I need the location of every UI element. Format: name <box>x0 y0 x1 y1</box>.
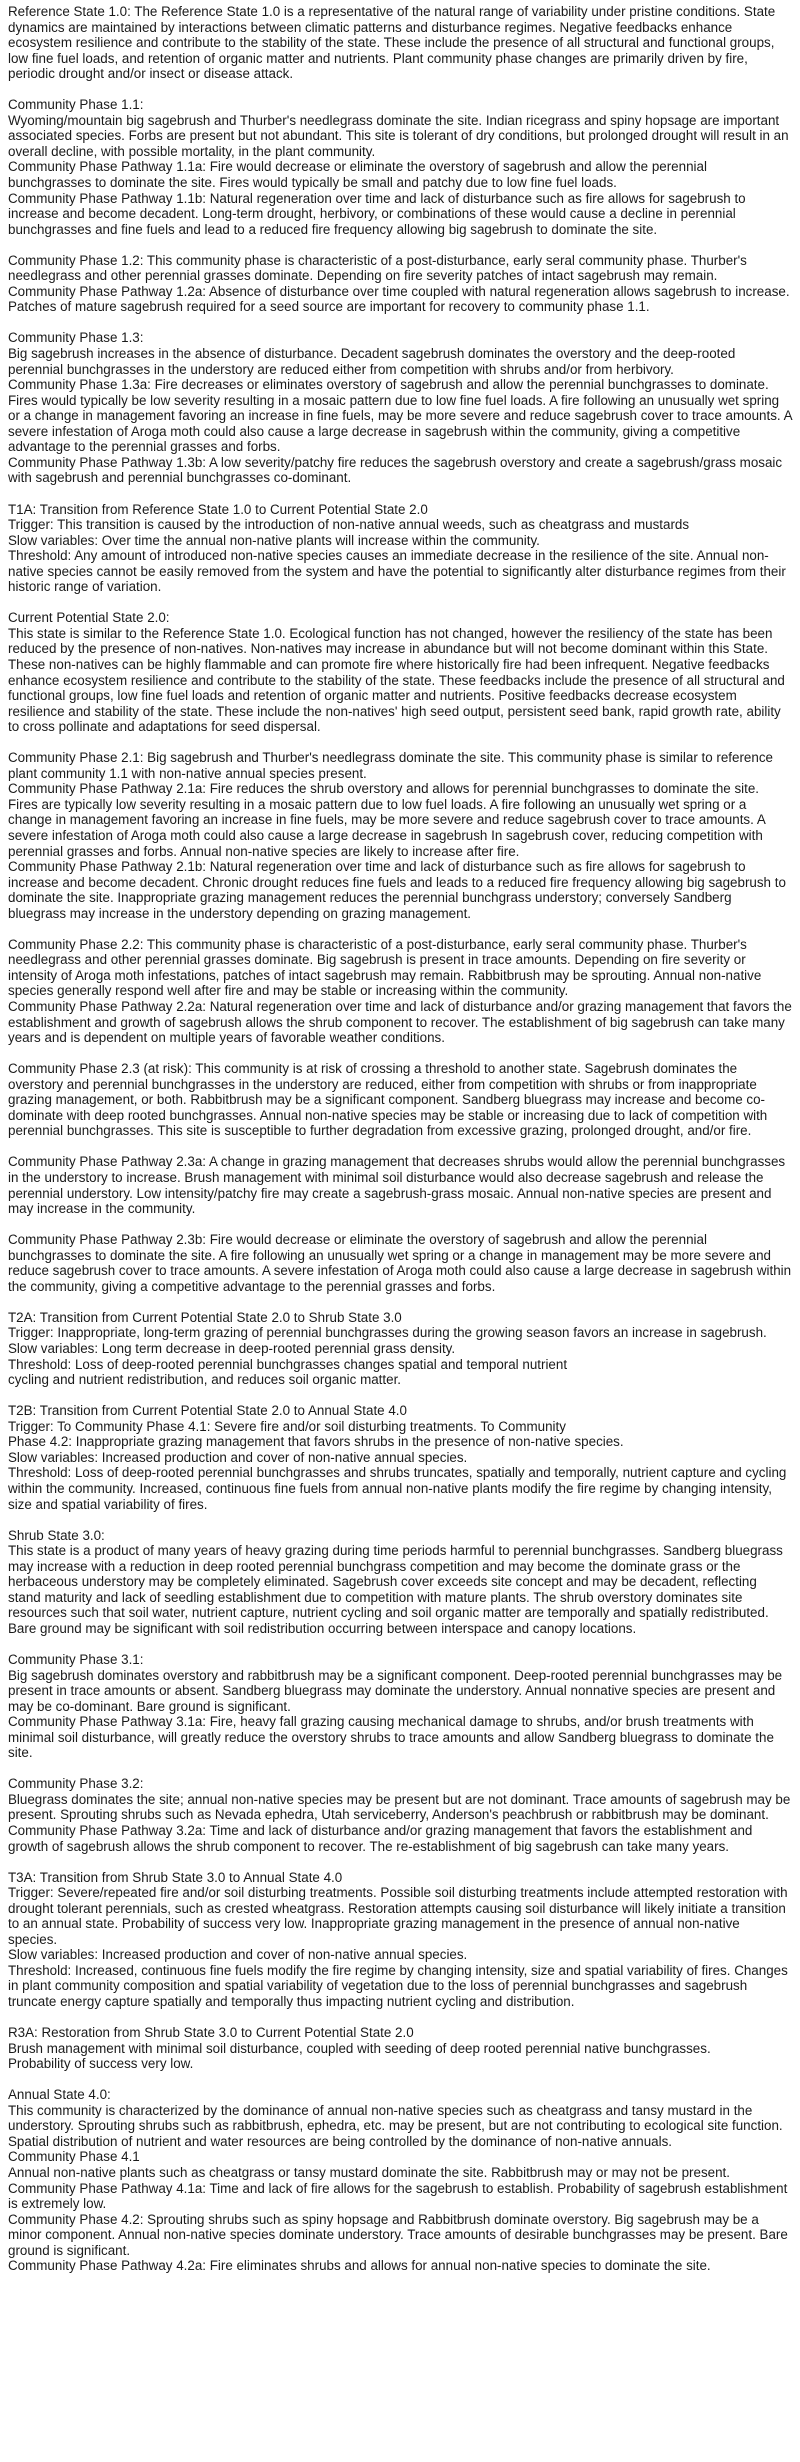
community-phase-2-2: Community Phase 2.2: This community phase is characteristic of a post-disturbance, early seral community phase. Thurber's needlegrass and other perennial grasses dominate. Big sagebrush is present in trace amounts. Depending on fire severity or intensity of Aroga moth infestations, patches of intact sagebrush may remain. Rabbitbrush may be sprouting. Annual non-native species generally respond well after fire and may be stable or increasing within the community. Community Phase Pathway 2.2a: Natural regeneration over time and lack of disturbance and/or grazing management that favors the establishment and growth of sagebrush allows the shrub component to recover. The establishment of big sagebrush can take many years and is dependent on multiple years of favorable weather conditions. <box>8 936 792 1046</box>
reference-state-1-0: Reference State 1.0: The Reference State 1.0 is a representative of the natural range of variability under pristine conditions. State dynamics are maintained by interactions between climatic patterns and disturbance regimes. Negative feedbacks enhance ecosystem resilience and contribute to the stability of the state. These include the presence of all structural and functional groups, low fine fuel loads, and retention of organic matter and nutrients. Plant community phase changes are primarily driven by fire, periodic drought and/or insect or disease attack. <box>8 4 776 82</box>
transition-t1a: T1A: Transition from Reference State 1.0 to Current Potential State 2.0 Trigger: This transition is caused by the introduction of non-native annual weeds, such as cheatgrass and mustards Slow variables: Over time the annual non-native plants will increase within the community. Threshold: Any amount of introduced non-native species causes an immediate decrease in the resilience of the site. Annual non-native species cannot be easily removed from the system and have the potential to significantly alter disturbance regimes from their historic range of variation. <box>8 501 786 595</box>
community-phase-pathway-2-3b: Community Phase Pathway 2.3b: Fire would decrease or eliminate the overstory of sagebrush and allow the perennial bunchgrasses to dominate the site. A fire following an unusually wet spring or a change in management may be more severe and reduce sagebrush cover to trace amounts. A severe infestation of Aroga moth could also cause a large decrease in sagebrush within the community, giving a competitive advantage to the perennial grasses and forbs. <box>8 1232 792 1294</box>
community-phase-2-1: Community Phase 2.1: Big sagebrush and Thurber's needlegrass dominate the site. This community phase is similar to reference plant community 1.1 with non-native annual species present. Community Phase Pathway 2.1a: Fire reduces the shrub overstory and allows for perennial bunchgrasses to dominate the site. Fires are typically low severity resulting in a mosaic pattern due to low fuel loads. A fire following an unusually wet spring or a change in management favoring an increase in fine fuels, may be more severe and reduce sagebrush cover to trace amounts. A severe infestation of Aroga moth could also cause a large decrease in sagebrush In sagebrush cover, reducing competition with perennial grasses and forbs. Annual non-native species are likely to increase after fire. Community Phase Pathway 2.1b: Natural regeneration over time and lack of disturbance such as fire allows for sagebrush to increase and become decadent. Chronic drought reduces fine fuels and leads to a reduced fire frequency allowing big sagebrush to dominate the site. Inappropriate grazing management reduces the perennial bunchgrass understory; conversely Sandberg bluegrass may increase in the understory depending on grazing management. <box>8 750 786 921</box>
annual-state-4-0: Annual State 4.0: This community is characterized by the dominance of annual non-native species such as cheatgrass and tansy mustard in the understory. Sprouting shrubs such as rabbitbrush, ephedra, etc. may be present, but are not contributing to ecological site function. Spatial distribution of nutrient and water resources are being controlled by the dominance of non-native annuals. Community Phase 4.1 Annual non-native plants such as cheatgrass or tansy mustard dominate the site. Rabbitbrush may or may not be present. Community Phase Pathway 4.1a: Time and lack of fire allows for the sagebrush to establish. Probability of sagebrush establishment is extremely low. Community Phase 4.2: Sprouting shrubs such as spiny hopsage and Rabbitbrush dominate overstory. Big sagebrush may be a minor component. Annual non-native species dominate understory. Trace amounts of desirable bunchgrasses may be present. Bare ground is significant. Community Phase Pathway 4.2a: Fire eliminates shrubs and allows for annual non-native species to dominate the site. <box>8 2087 788 2274</box>
current-potential-state-2-0: Current Potential State 2.0: This state is similar to the Reference State 1.0. Ecological function has not changed, however the resiliency of the state has been reduced by the presence of non-natives. Non-natives may increase in abundance but will not become dominant within this State. These non-natives can be highly flammable and can promote fire where historically fire had been infrequent. Negative feedbacks enhance ecosystem resilience and contribute to the stability of the state. These feedbacks include the presence of all structural and functional groups, low fine fuel loads and retention of organic matter and nutrients. Positive feedbacks decrease ecosystem resilience and stability of the state. These include the non-natives' high seed output, persistent seed bank, rapid growth rate, ability to cross pollinate and adaptations for seed dispersal. <box>8 610 785 735</box>
transition-t3a: T3A: Transition from Shrub State 3.0 to Annual State 4.0 Trigger: Severe/repeated fire and/or soil disturbing treatments. Possible soil disturbing treatments include attempted restoration with drought tolerant perennials, such as crested wheatgrass. Restoration attempts causing soil disturbance will likely initiate a transition to an annual state. Probability of success very low. Inappropriate grazing management in the presence of annual non-native species. Slow variables: Increased production and cover of non-native annual species. Threshold: Increased, continuous fine fuels modify the fire regime by changing intensity, size and spatial variability of fires. Changes in plant community composition and spatial variability of vegetation due to the loss of perennial bunchgrasses and sagebrush truncate energy capture spatially and temporally thus impacting nutrient cycling and distribution. <box>8 1869 788 2009</box>
community-phase-pathway-2-3a: Community Phase Pathway 2.3a: A change in grazing management that decreases shrubs would allow the perennial bunchgrasses in the understory to increase. Brush management with minimal soil disturbance would also decrease sagebrush and release the perennial understory. Low intensity/patchy fire may create a sagebrush-grass mosaic. Annual non-native species are present and may increase in the community. <box>8 1154 786 1217</box>
community-phase-1-3: Community Phase 1.3: Big sagebrush increases in the absence of disturbance. Decadent sagebrush dominates the overstory and the deep-rooted perennial bunchgrasses in the understory are reduced either from competition with shrubs and/or from herbivory. Community Phase 1.3a: Fire decreases or eliminates overstory of sagebrush and allow the perennial bunchgrasses to dominate. Fires would typically be low severity resulting in a mosaic pattern due to low fine fuel loads. A fire following an unusually wet spring or a change in management favoring an increase in fine fuels, may be more severe and reduce sagebrush cover to trace amounts. A severe infestation of Aroga moth could also cause a large decrease in sagebrush within the community, giving a competitive advantage to the perennial grasses and forbs. Community Phase Pathway 1.3b: A low severity/patchy fire reduces the sagebrush overstory and create a sagebrush/grass mosaic with sagebrush and perennial bunchgrasses co-dominant. <box>8 330 792 486</box>
shrub-state-3-0: Shrub State 3.0: This state is a product of many years of heavy grazing during time periods harmful to perennial bunchgrasses. Sandberg bluegrass may increase with a reduction in deep rooted perennial bunchgrass competition and may become the dominate grass or the herbaceous understory may be completely eliminated. Sagebrush cover exceeds site concept and may be decadent, reflecting stand maturity and lack of seedling establishment due to competition with mature plants. The shrub overstory dominates site resources such that soil water, nutrient capture, nutrient cycling and soil organic matter are temporally and spatially redistributed. Bare ground may be significant with soil redistribution occurring between interspace and canopy locations. <box>8 1527 783 1636</box>
restoration-r3a: R3A: Restoration from Shrub State 3.0 to Current Potential State 2.0 Brush management with minimal soil disturbance, coupled with seeding of deep rooted perennial native bunchgrasses. Probability of success very low. <box>8 2025 711 2072</box>
community-phase-3-1: Community Phase 3.1: Big sagebrush dominates overstory and rabbitbrush may be a significant component. Deep-rooted perennial bunchgrasses may be present in trace amounts or absent. Sandberg bluegrass may dominate the understory. Annual nonnative species are present and may be co-dominant. Bare ground is significant. Community Phase Pathway 3.1a: Fire, heavy fall grazing causing mechanical damage to shrubs, and/or brush treatments with minimal soil disturbance, will greatly reduce the overstory shrubs to trace amounts and allow Sandberg bluegrass to dominate the site. <box>8 1651 783 1761</box>
transition-t2b: T2B: Transition from Current Potential State 2.0 to Annual State 4.0 Trigger: To Community Phase 4.1: Severe fire and/or soil disturbing treatments. To Community Phase 4.2: Inappropriate grazing management that favors shrubs in the presence of non-native species. Slow variables: Increased production and cover of non-native annual species. Threshold: Loss of deep-rooted perennial bunchgrasses and shrubs truncates, spatially and temporally, nutrient capture and cycling within the community. Increased, continuous fine fuels from annual non-native plants modify the fire regime by changing intensity, size and spatial variability of fires. <box>8 1403 787 1512</box>
community-phase-3-2: Community Phase 3.2: Bluegrass dominates the site; annual non-native species may be present but are not dominant. Trace amounts of sagebrush may be present. Sprouting shrubs such as Nevada ephedra, Utah serviceberry, Anderson's peachbrush or rabbitbrush may be dominant. Community Phase Pathway 3.2a: Time and lack of disturbance and/or grazing management that favors the establishment and growth of sagebrush allows the shrub component to recover. The re-establishment of big sagebrush can take many years. <box>8 1776 791 1854</box>
community-phase-2-3: Community Phase 2.3 (at risk): This community is at risk of crossing a threshold to another state. Sagebrush dominates the overstory and perennial bunchgrasses in the understory are reduced, either from competition with shrubs or from inappropriate grazing management, or both. Rabbitbrush may be a significant component. Sandberg bluegrass may increase and become co-dominate with deep rooted bunchgrasses. Annual non-native species may be stable or increasing due to lack of competition with perennial bunchgrasses. This site is susceptible to further degradation from excessive grazing, prolonged drought, and/or fire. <box>8 1061 768 1139</box>
transition-t2a: T2A: Transition from Current Potential State 2.0 to Shrub State 3.0 Trigger: Inappropriate, long-term grazing of perennial bunchgrasses during the growing season favors an increase in sagebrush. Slow variables: Long term decrease in deep-rooted perennial grass density. Threshold: Loss of deep-rooted perennial bunchgrasses changes spatial and temporal nutrient cycling and nutrient redistribution, and reduces soil organic matter. <box>8 1309 767 1388</box>
community-phase-1-1: Community Phase 1.1: Wyoming/mountain big sagebrush and Thurber's needlegrass dominate the site. Indian ricegrass and spiny hopsage are important associated species. Forbs are present but not abundant. This site is tolerant of dry conditions, but prolonged drought will result in an overall decline, with possible mortality, in the plant community. Community Phase Pathway 1.1a: Fire would decrease or eliminate the overstory of sagebrush and allow the perennial bunchgrasses to dominate the site. Fires would typically be small and patchy due to low fine fuel loads. Community Phase Pathway 1.1b: Natural regeneration over time and lack of disturbance such as fire allows for sagebrush to increase and become decadent. Long-term drought, herbivory, or combinations of these would cause a decline in perennial bunchgrasses and fine fuels and lead to a reduced fire frequency allowing big sagebrush to dominate the site. <box>8 97 789 237</box>
community-phase-1-2: Community Phase 1.2: This community phase is characteristic of a post-disturbance, early seral community phase. Thurber's needlegrass and other perennial grasses dominate. Depending on fire severity patches of intact sagebrush may remain. Community Phase Pathway 1.2a: Absence of disturbance over time coupled with natural regeneration allows sagebrush to increase. Patches of mature sagebrush required for a seed source are important for recovery to community phase 1.1. <box>8 252 790 315</box>
